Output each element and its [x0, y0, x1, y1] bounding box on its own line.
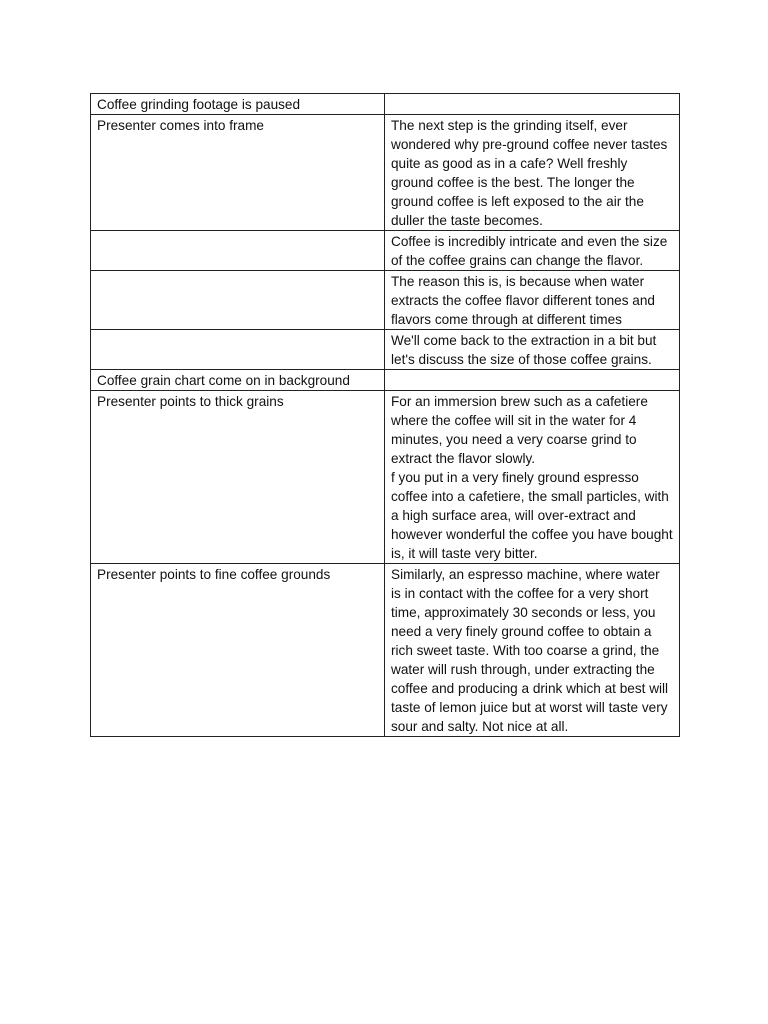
dialogue-cell: [385, 94, 680, 115]
dialogue-cell: The reason this is, is because when water extracts the coffee flavor different tones and flavors come through at different times: [385, 271, 680, 330]
dialogue-cell: [385, 370, 680, 391]
dialogue-cell: Coffee is incredibly intricate and even the size of the coffee grains can change the flavor.: [385, 231, 680, 271]
action-cell: Presenter points to thick grains: [91, 391, 385, 564]
action-cell: Coffee grain chart come on in background: [91, 370, 385, 391]
action-cell: [91, 231, 385, 271]
table-row: [91, 271, 680, 330]
dialogue-cell: We'll come back to the extraction in a bit but let's discuss the size of those coffee grains.: [385, 330, 680, 370]
action-cell: Presenter comes into frame: [91, 115, 385, 231]
table-row: [91, 330, 680, 370]
dialogue-cell: Similarly, an espresso machine, where water is in contact with the coffee for a very short time, approximately 30 seconds or less, you need a very finely ground coffee to obtain a rich sweet taste. With too coarse a grind, the water will rush through, under extracting the coffee and producing a drink which at best will taste of lemon juice but at worst will taste very sour and salty. Not nice at all.: [385, 564, 680, 737]
table-row: [91, 370, 680, 391]
dialogue-cell: The next step is the grinding itself, ever wondered why pre-ground coffee never tastes quite as good as in a cafe? Well freshly ground coffee is the best. The longer the ground coffee is left exposed to the air the duller the taste becomes.: [385, 115, 680, 231]
action-cell: Coffee grinding footage is paused: [91, 94, 385, 115]
table-row: [91, 115, 680, 231]
action-cell: [91, 330, 385, 370]
action-cell: [91, 271, 385, 330]
script-table: [90, 93, 680, 737]
table-row: [91, 564, 680, 737]
action-cell: Presenter points to fine coffee grounds: [91, 564, 385, 737]
dialogue-cell: For an immersion brew such as a cafetiere where the coffee will sit in the water for 4 minutes, you need a very coarse grind to extract the flavor slowly. f you put in a very finely ground espresso coffee into a cafetiere, the small particles, with a high surface area, will over-extract and however wonderful the coffee you have bought is, it will taste very bitter.: [385, 391, 680, 564]
table-row: [91, 391, 680, 564]
table-row: [91, 231, 680, 271]
table-row: [91, 94, 680, 115]
